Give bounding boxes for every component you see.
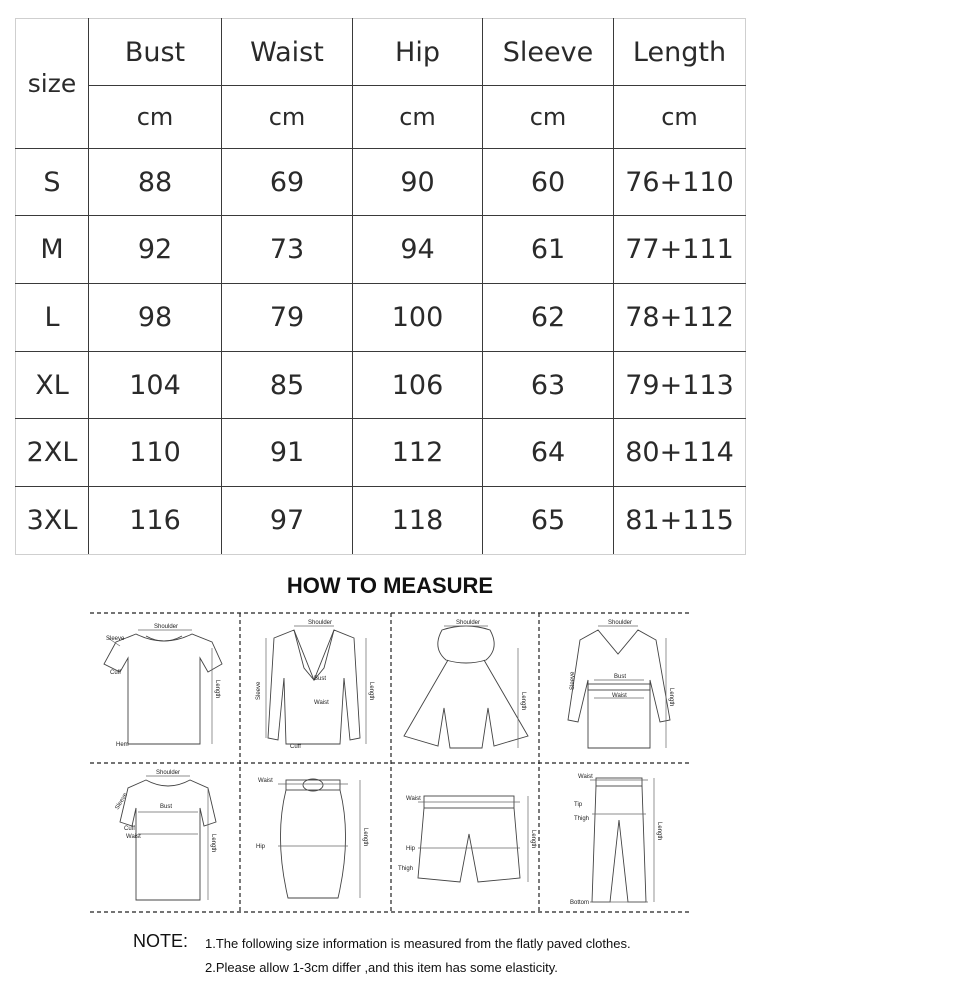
tshirt-shoulder-label: Shoulder (154, 624, 179, 630)
table-cell: 110 (89, 419, 222, 487)
grid-dashed-lines (90, 613, 690, 912)
table-row (16, 352, 746, 419)
size-label-cell: S (16, 149, 89, 216)
dress-diagram (115, 770, 216, 900)
table-cell: 80+114 (614, 419, 746, 487)
table-cell: 106 (353, 352, 483, 419)
table-row (16, 284, 746, 352)
skirt-length-label: Length (362, 828, 368, 847)
table-cell: 81+115 (614, 487, 746, 555)
unit-cell: cm (353, 86, 483, 149)
dress-measure-lines (138, 776, 208, 900)
size-chart-table (15, 18, 746, 555)
blazer-shoulder-label: Shoulder (308, 620, 333, 626)
column-header-length: Length (614, 19, 746, 86)
dress-length-label: Length (210, 834, 216, 853)
table-cell: 62 (483, 284, 614, 352)
table-cell: 98 (89, 284, 222, 352)
tshirt-length-label: Length (214, 680, 220, 699)
dress-cuff-label: Cuff (124, 826, 135, 832)
unit-cell: cm (89, 86, 222, 149)
cape-coat-diagram (404, 620, 528, 748)
blazer-diagram (256, 620, 374, 750)
cape-length-label: Length (520, 692, 526, 711)
skirt-diagram (256, 778, 368, 898)
unit-row (16, 86, 746, 149)
shorts-waist-label: Waist (406, 796, 421, 802)
dress-waist-label: Waist (126, 834, 141, 840)
trousers-thigh-label: Thigh (574, 816, 590, 822)
note-label: NOTE: (133, 931, 189, 951)
shorts-diagram (398, 796, 536, 882)
table-cell: 65 (483, 487, 614, 555)
table-cell: 94 (353, 216, 483, 284)
belted-coat-shoulder-label: Shoulder (608, 620, 633, 626)
measurement-diagram-grid (88, 608, 692, 914)
table-cell: 76+110 (614, 149, 746, 216)
table-cell: 118 (353, 487, 483, 555)
size-label-cell: 3XL (16, 487, 89, 555)
blazer-length-label: Length (368, 682, 374, 701)
belted-coat-outline-icon (568, 630, 670, 748)
belted-coat-waist-label: Waist (612, 693, 627, 699)
belted-coat-length-label: Length (668, 688, 674, 707)
skirt-hip-label: Hip (256, 844, 266, 850)
belted-coat-sleeve-label: Sleeve (570, 671, 576, 690)
unit-cell: cm (222, 86, 353, 149)
table-cell: 79+113 (614, 352, 746, 419)
unit-cell: cm (614, 86, 746, 149)
skirt-waist-label: Waist (258, 778, 273, 784)
table-cell: 90 (353, 149, 483, 216)
how-to-measure-title: HOW TO MEASURE (286, 573, 494, 598)
table-row (16, 419, 746, 487)
table-cell: 92 (89, 216, 222, 284)
table-cell: 69 (222, 149, 353, 216)
table-cell: 116 (89, 487, 222, 555)
trousers-waist-label: Waist (578, 774, 593, 780)
table-cell: 112 (353, 419, 483, 487)
table-cell: 73 (222, 216, 353, 284)
unit-cell: cm (483, 86, 614, 149)
cape-coat-outline-icon (404, 626, 528, 748)
tshirt-diagram (104, 624, 222, 748)
column-header-waist: Waist (222, 19, 353, 86)
belted-coat-bust-label: Bust (614, 674, 627, 680)
blazer-measure-lines (266, 626, 366, 744)
tshirt-hem-label: Hem (116, 742, 129, 748)
table-cell: 77+111 (614, 216, 746, 284)
note-line-2: 2.Please allow 1-3cm differ ,and this item has some elasticity. (205, 960, 558, 975)
table-cell: 97 (222, 487, 353, 555)
blazer-bust-label: Bust (314, 676, 327, 682)
shorts-length-label: Length (530, 830, 536, 849)
trousers-length-label: Length (656, 822, 662, 841)
table-cell: 60 (483, 149, 614, 216)
shorts-hip-label: Hip (406, 846, 416, 852)
tshirt-outline-icon (104, 634, 222, 744)
trousers-diagram (570, 774, 662, 906)
skirt-outline-icon (280, 779, 345, 898)
table-cell: 78+112 (614, 284, 746, 352)
header-row (16, 19, 746, 86)
dress-outline-icon (120, 780, 216, 900)
column-header-bust: Bust (89, 19, 222, 86)
shorts-thigh-label: Thigh (398, 866, 414, 872)
shorts-measure-lines (418, 796, 528, 882)
column-header-sleeve: Sleeve (483, 19, 614, 86)
cape-shoulder-label: Shoulder (456, 620, 481, 626)
table-cell: 88 (89, 149, 222, 216)
column-header-hip: Hip (353, 19, 483, 86)
table-cell: 91 (222, 419, 353, 487)
table-cell: 61 (483, 216, 614, 284)
size-header-cell: size (16, 19, 89, 149)
size-label-cell: XL (16, 352, 89, 419)
dress-bust-label: Bust (160, 804, 173, 810)
table-cell: 63 (483, 352, 614, 419)
table-cell: 64 (483, 419, 614, 487)
dress-shoulder-label: Shoulder (156, 770, 181, 776)
blazer-sleeve-label: Sleeve (256, 681, 262, 700)
table-cell: 79 (222, 284, 353, 352)
table-row (16, 487, 746, 555)
trousers-measure-lines (590, 778, 654, 902)
trousers-bottom-label: Bottom (570, 900, 590, 906)
tshirt-cuff-label: Cuff (110, 670, 121, 676)
table-row (16, 149, 746, 216)
belted-coat-measure-lines (594, 626, 666, 748)
blazer-waist-label: Waist (314, 700, 329, 706)
blazer-cuff-label: Cuff (290, 744, 301, 750)
belted-coat-diagram (568, 620, 674, 748)
size-label-cell: M (16, 216, 89, 284)
table-cell: 85 (222, 352, 353, 419)
cape-measure-lines (444, 626, 518, 748)
trousers-tip-label: Tip (574, 802, 583, 808)
dress-sleeve-label: Sleeve (114, 792, 129, 811)
size-label-cell: 2XL (16, 419, 89, 487)
skirt-measure-lines (278, 780, 360, 898)
size-label-cell: L (16, 284, 89, 352)
tshirt-sleeve-label: Sleeve (106, 636, 125, 642)
table-cell: 100 (353, 284, 483, 352)
note-line-1: 1.The following size information is measured from the flatly paved clothes. (205, 936, 631, 951)
shorts-outline-icon (418, 796, 520, 882)
blazer-outline-icon (268, 630, 360, 744)
trousers-outline-icon (592, 778, 646, 902)
tshirt-measure-lines (108, 630, 212, 744)
table-row (16, 216, 746, 284)
table-cell: 104 (89, 352, 222, 419)
